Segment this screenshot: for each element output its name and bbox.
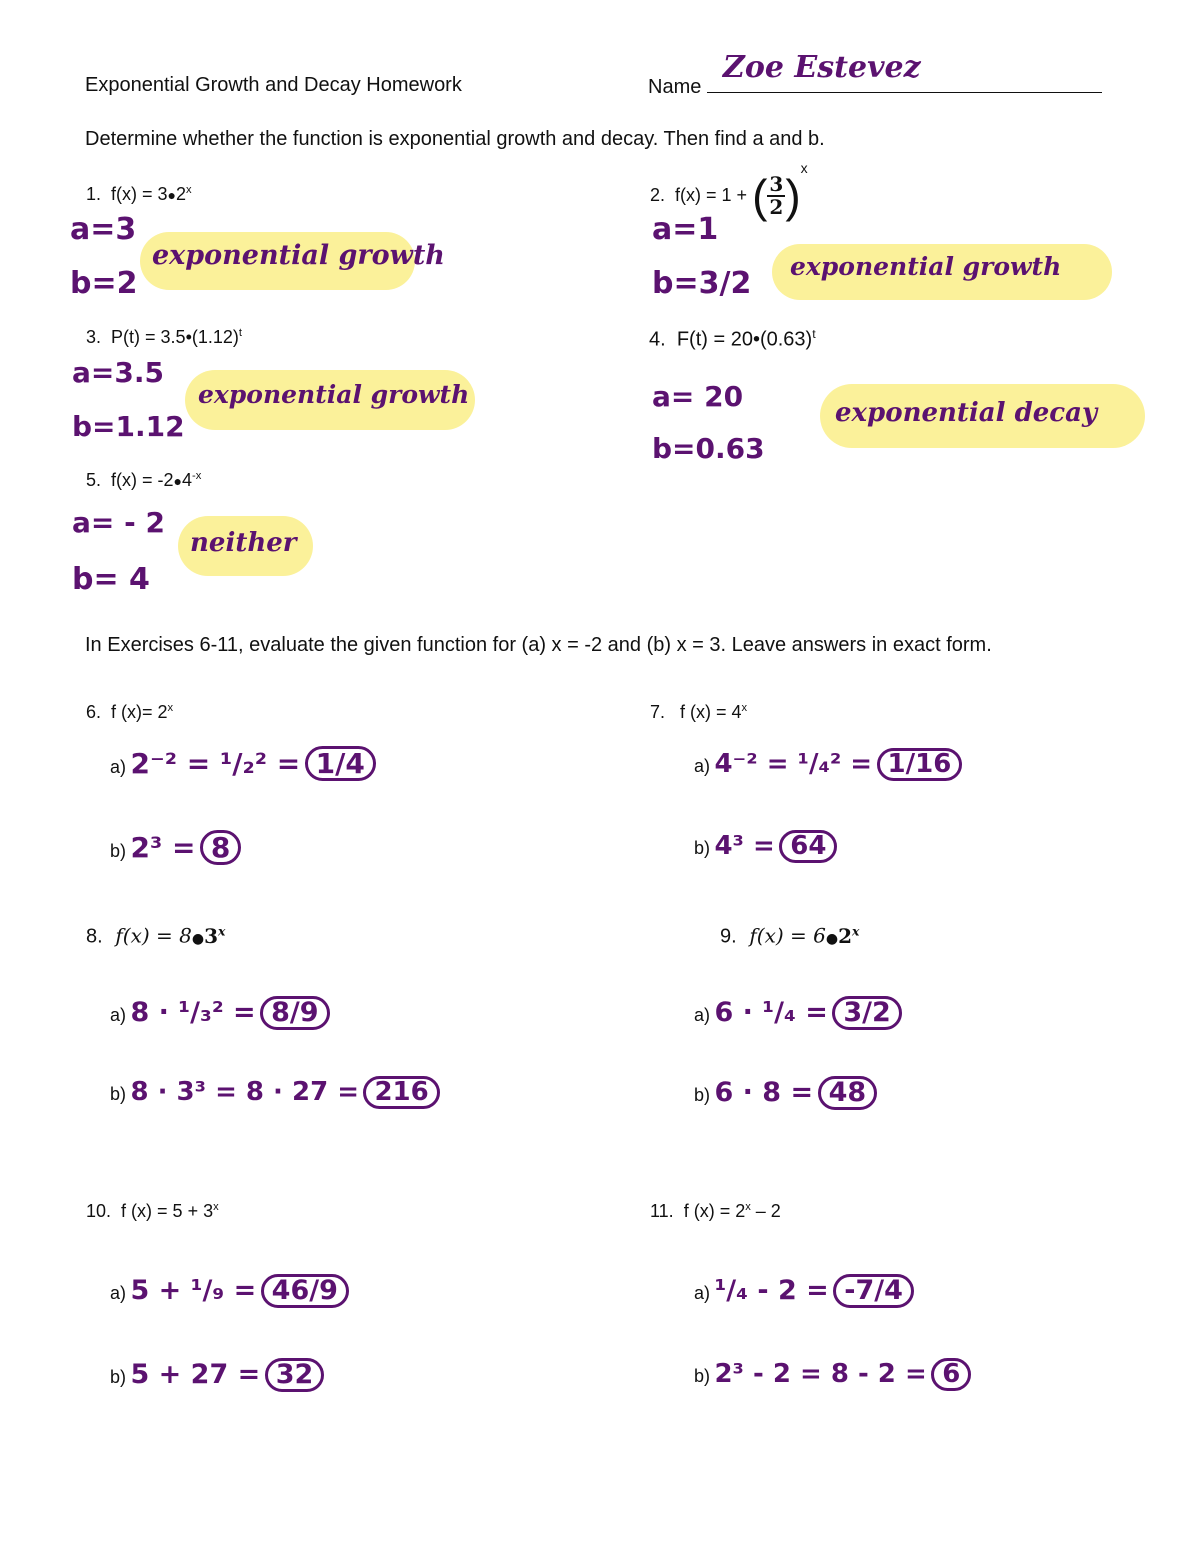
problem-5-function: 5. $f(x) = -2●4^{-x}$	[86, 470, 202, 490]
problem-9-part-b: b) 6 · 8 = 48	[694, 1076, 877, 1110]
problem-1-a: a=3	[70, 212, 137, 247]
name-field	[648, 50, 1102, 99]
problem-10-answer-a: 46/9	[261, 1274, 349, 1308]
problem-7-part-a: a) 4⁻² = ¹/₄² = 1/16	[694, 748, 962, 781]
problem-4-type: exponential decay	[835, 398, 1098, 428]
problem-3-b: b=1.12	[72, 410, 185, 443]
problem-2-type: exponential growth	[790, 252, 1062, 281]
instructions: Determine whether the function is exponential growth and decay. Then find a and b.	[85, 128, 825, 150]
problem-4-function: 4. $F(t) = 20•(0.63)^t$	[649, 327, 816, 351]
problem-1-b: b=2	[70, 266, 138, 301]
problem-7-function: 7. f $(x) = 4^x$	[650, 702, 748, 722]
problem-11-part-b: b) 2³ - 2 = 8 - 2 = 6	[694, 1358, 971, 1391]
problem-3-a: a=3.5	[72, 356, 164, 389]
worksheet-title: Exponential Growth and Decay Homework	[85, 74, 462, 96]
problem-7-answer-b: 64	[779, 830, 837, 863]
problem-8-part-a: a) 8 · ¹/₃² = 8/9	[110, 996, 330, 1030]
problem-11-function: 11. f $(x) = 2^x - 2$	[650, 1201, 781, 1221]
problem-1-function: 1. $f(x) = 3●2^x$	[86, 184, 192, 204]
name-label: Name	[648, 76, 702, 98]
problem-4-a: a= 20	[652, 380, 744, 413]
problem-10-part-a: a) 5 + ¹/₉ = 46/9	[110, 1274, 349, 1308]
student-name: Zoe Estevez	[722, 50, 921, 85]
problem-2-a: a=1	[652, 212, 719, 247]
problem-5-a: a= - 2	[72, 506, 165, 539]
problem-2-function: 2. f(x) = 1 + ( $\frac{3}{2}$ )$^x$	[650, 160, 808, 223]
problem-5-b: b= 4	[72, 562, 150, 597]
problem-8-part-b: b) 8 · 3³ = 8 · 27 = 216	[110, 1076, 440, 1109]
problem-6-answer-a: 1/4	[305, 746, 376, 781]
problem-10-part-b: b) 5 + 27 = 32	[110, 1358, 324, 1392]
problem-6-answer-b: 8	[200, 830, 241, 865]
problem-9-answer-b: 48	[818, 1076, 878, 1110]
problem-6-part-a: a) 2⁻² = ¹/₂² = 1/4	[110, 746, 376, 781]
name-line	[707, 50, 1102, 93]
problem-11-answer-a: -7/4	[833, 1274, 914, 1308]
problem-3-function: 3. $P(t) = 3.5•(1.12)^t$	[86, 327, 243, 347]
problem-10-function: 10. f $(x) = 5 + 3^x$	[86, 1201, 219, 1221]
problem-11-answer-b: 6	[931, 1358, 971, 1391]
problem-9-answer-a: 3/2	[832, 996, 901, 1030]
problem-10-answer-b: 32	[265, 1358, 325, 1392]
problem-9-function: 9. $f(x) = 6●2^x$	[720, 923, 860, 948]
problem-8-answer-a: 8/9	[260, 996, 329, 1030]
problem-9-part-a: a) 6 · ¹/₄ = 3/2	[694, 996, 902, 1030]
problem-7-answer-a: 1/16	[877, 748, 963, 781]
problem-5-type: neither	[190, 528, 297, 558]
problem-8-answer-b: 216	[363, 1076, 439, 1109]
problem-6-part-b: b) 2³ = 8	[110, 830, 241, 865]
problem-2-b: b=3/2	[652, 266, 752, 301]
problem-1-type: exponential growth	[152, 240, 445, 271]
problem-3-type: exponential growth	[198, 380, 470, 409]
problem-11-part-a: a) ¹/₄ - 2 = -7/4	[694, 1274, 914, 1308]
problem-4-b: b=0.63	[652, 432, 765, 465]
problem-7-part-b: b) 4³ = 64	[694, 830, 837, 863]
part-2-instructions: In Exercises 6-11, evaluate the given function for (a) x = -2 and (b) x = 3. Leave answers in exact form.	[85, 634, 992, 656]
problem-6-function: 6. f $(x)= 2^x$	[86, 702, 174, 722]
problem-8-function: 8. $f(x) = 8●3^x$	[86, 923, 226, 948]
